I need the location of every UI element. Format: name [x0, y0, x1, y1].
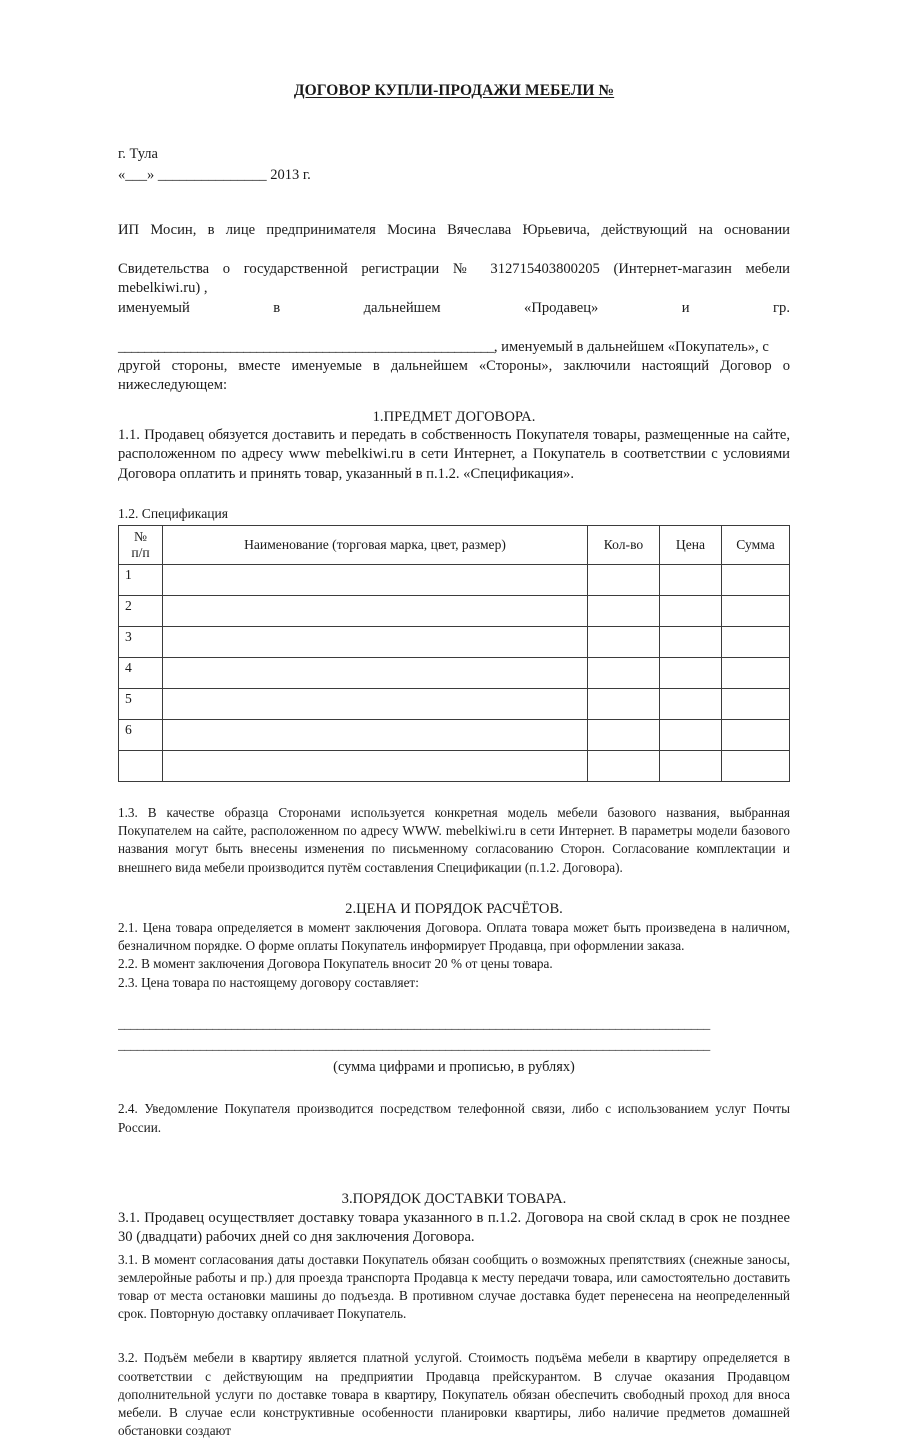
- cell-number: 2: [119, 596, 163, 627]
- cell-quantity[interactable]: [588, 596, 660, 627]
- column-header-number: [119, 526, 163, 565]
- cell-quantity[interactable]: [588, 565, 660, 596]
- amount-rule-line-1[interactable]: ______________________________________________________________________________________________: [118, 1015, 710, 1031]
- clause-2-2: 2.2. В момент заключения Договора Покупатель вносит 20 % от цены товара.: [118, 956, 553, 972]
- section-3-heading: 3.ПОРЯДОК ДОСТАВКИ ТОВАРА.: [341, 1190, 567, 1207]
- cell-name[interactable]: [163, 565, 588, 596]
- cell-sum[interactable]: [722, 596, 790, 627]
- table-row: [119, 751, 790, 782]
- table-row: [119, 596, 790, 627]
- amount-rule-line-2[interactable]: ______________________________________________________________________________________________: [118, 1036, 710, 1052]
- col-num-top: №: [134, 529, 147, 545]
- cell-name[interactable]: [163, 751, 588, 782]
- clause-2-4: 2.4. Уведомление Покупателя производится посредством телефонной связи, либо с использованием услуг Почты России.: [118, 1101, 790, 1135]
- clause-1-1: 1.1. Продавец обязуется доставить и передать в собственность Покупателя товары, размещенные на сайте, расположенном по адресу www mebelkiwi.ru в сети Интернет, а Покупатель в соответствии с условиями Договора оплатить и принять товар, указанный в п.1.2. «Спецификация».: [118, 426, 790, 482]
- cell-sum[interactable]: [722, 565, 790, 596]
- cell-quantity[interactable]: [588, 689, 660, 720]
- cell-number: 4: [119, 658, 163, 689]
- city-line: г. Тула: [118, 146, 158, 162]
- page-title: ДОГОВОР КУПЛИ-ПРОДАЖИ МЕБЕЛИ №: [293, 82, 615, 99]
- spec-table-label: 1.2. Спецификация: [118, 506, 229, 522]
- column-header-sum: Сумма: [722, 526, 790, 565]
- cell-price[interactable]: [660, 751, 722, 782]
- column-header-price: Цена: [660, 526, 722, 565]
- cell-price[interactable]: [660, 565, 722, 596]
- cell-sum[interactable]: [722, 658, 790, 689]
- cell-sum[interactable]: [722, 627, 790, 658]
- date-line: «___» _______________ 2013 г.: [118, 166, 311, 183]
- preamble-line-1: ИП Мосин, в лице предпринимателя Мосина Вячеслава Юрьевича, действующий на основании: [118, 222, 790, 239]
- cell-price[interactable]: [660, 720, 722, 751]
- specification-table: [118, 525, 790, 782]
- cell-name[interactable]: [163, 596, 588, 627]
- preamble-line-3: именуемый в дальнейшем «Продавец» и гр.: [118, 299, 790, 316]
- preamble-buyer-fill-line: [118, 338, 790, 357]
- table-row: [119, 689, 790, 720]
- cell-quantity[interactable]: [588, 720, 660, 751]
- buyer-name-blank-rule[interactable]: _________________________________________________________: [118, 338, 494, 355]
- preamble-line-4: , именуемый в дальнейшем «Покупатель», с: [493, 338, 769, 355]
- preamble-line-5: другой стороны, вместе именуемые в дальнейшем «Стороны», заключили настоящий Договор о нижеследующем:: [118, 358, 790, 394]
- clause-2-3: 2.3. Цена товара по настоящему договору составляет:: [118, 974, 419, 990]
- preamble-line-2: Свидетельства о государственной регистрации № 312715403800205 (Интернет-магазин мебели mebelkiwi.ru) ,: [118, 260, 790, 297]
- cell-price[interactable]: [660, 596, 722, 627]
- table-body: [119, 565, 790, 782]
- table-row: [119, 565, 790, 596]
- cell-sum[interactable]: [722, 720, 790, 751]
- cell-name[interactable]: [163, 720, 588, 751]
- clause-3-1-a: 3.1. Продавец осуществляет доставку товара указанного в п.1.2. Договора на свой склад в срок не позднее 30 (двадцати) рабочих дней со дня заключения Договора.: [118, 1209, 790, 1246]
- table-row: [119, 658, 790, 689]
- table-row: [119, 720, 790, 751]
- col-num-bottom: п/п: [131, 545, 150, 561]
- cell-number: 5: [119, 689, 163, 720]
- cell-name[interactable]: [163, 658, 588, 689]
- cell-quantity[interactable]: [588, 751, 660, 782]
- table-header-row: [119, 526, 790, 565]
- cell-price[interactable]: [660, 658, 722, 689]
- cell-price[interactable]: [660, 627, 722, 658]
- cell-price[interactable]: [660, 689, 722, 720]
- cell-sum[interactable]: [722, 751, 790, 782]
- cell-number: 3: [119, 627, 163, 658]
- table-header: [119, 526, 790, 565]
- cell-number: [119, 751, 163, 782]
- clause-2-1: 2.1. Цена товара определяется в момент заключения Договора. Оплата товара может быть произведена в наличном, безналичном порядке. О форме оплаты Покупатель информирует Продавца, при оформлении заказа.: [118, 919, 790, 954]
- cell-sum[interactable]: [722, 689, 790, 720]
- place-and-date-block: [118, 144, 790, 185]
- table-row: [119, 627, 790, 658]
- clause-3-1-b: 3.1. В момент согласования даты доставки Покупатель обязан сообщить о возможных препятствиях (снежные заносы, землеройные работы и пр.) для проезда транспорта Продавца к месту передачи товара, или самостоятельно доставить товар от места остановки машины до подъезда. В противном случае доставка будет перенесена на неопределенный срок. Повторную доставку оплачивает Покупатель.: [118, 1251, 790, 1322]
- cell-name[interactable]: [163, 627, 588, 658]
- amount-fill-lines: [118, 1014, 790, 1056]
- cell-number: 1: [119, 565, 163, 596]
- clause-3-2: 3.2. Подъём мебели в квартиру является платной услугой. Стоимость подъёма мебели в квартиру определяется в соответствии с действующим на предприятии Продавца прейскурантом. В случае оказания Продавцом дополнительной услуги по доставке товара в квартиру, Покупатель обязан обеспечить свободный проход для вноса мебели. В случае если конструктивные особенности планировки квартиры, либо наличие предметов домашней обстановки создают: [118, 1350, 790, 1439]
- cell-name[interactable]: [163, 689, 588, 720]
- amount-caption: (сумма цифрами и прописью, в рублях): [333, 1059, 575, 1076]
- column-header-quantity: Кол-во: [588, 526, 660, 565]
- column-header-name: Наименование (торговая марка, цвет, размер): [163, 526, 588, 565]
- preamble-block: [118, 221, 790, 396]
- cell-quantity[interactable]: [588, 627, 660, 658]
- section-1-heading: 1.ПРЕДМЕТ ДОГОВОРА.: [372, 408, 536, 425]
- clause-1-3: 1.3. В качестве образца Сторонами используется конкретная модель мебели базового названия, выбранная Покупателем на сайте, расположенном по адресу WWW. mebelkiwi.ru в сети Интернет. В параметры модели базового названия могут быть внесены изменения по письменному согласованию Сторон. Согласование комплектации и внешнего вида мебели производится путём составления Спецификации (п.1.2. Договора).: [118, 805, 790, 875]
- cell-quantity[interactable]: [588, 658, 660, 689]
- cell-number: 6: [119, 720, 163, 751]
- section-2-heading: 2.ЦЕНА И ПОРЯДОК РАСЧЁТОВ.: [345, 900, 563, 917]
